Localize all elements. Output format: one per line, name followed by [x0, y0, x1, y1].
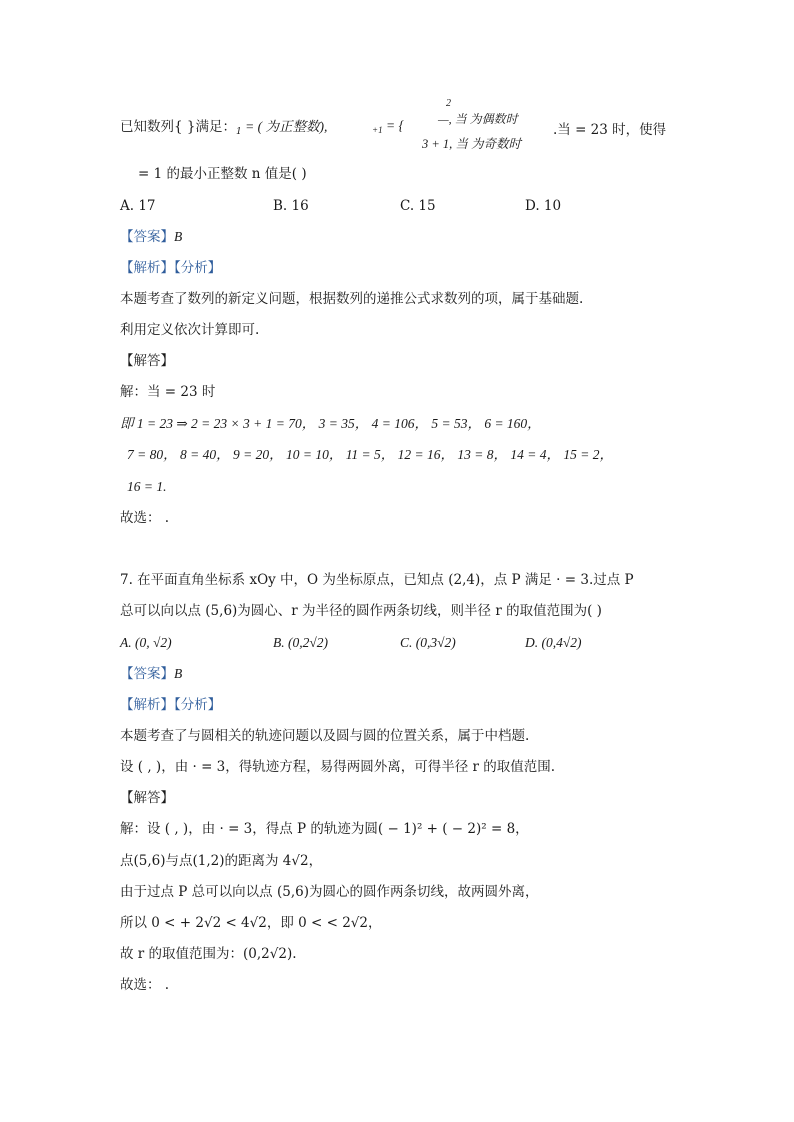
q6-analysis-line1: 本题考查了数列的新定义问题，根据数列的递推公式求数列的项，属于基础题.	[120, 291, 584, 307]
q6-piecewise-top	[438, 98, 518, 126]
q7-analysis-line1: 本题考查了与圆相关的轨迹问题以及圆与圆的位置关系，属于中档题.	[120, 728, 530, 744]
q7-analysis-tag: 【解析】【分析】	[120, 697, 222, 713]
q6-analysis-tag: 【解析】【分析】	[120, 260, 222, 276]
q7-solution-line1: 解：设 ( , )，由 · = 3，得点 P 的轨迹为圆( − 1)² + ( − 2)² = 8，	[120, 821, 529, 837]
q6-solution-tag: 【解答】	[120, 353, 174, 369]
q7-option-a: A. (0, √2)	[120, 635, 172, 650]
q6-piecewise-top-text: —, 当 为偶数时	[438, 112, 518, 126]
q6-option-b: B. 16	[273, 198, 309, 214]
q6-option-c: C. 15	[400, 198, 436, 214]
q6-option-a: A. 17	[120, 198, 156, 214]
q6-stem-eq: = ( 为正整数),	[241, 119, 328, 134]
q6-solution-line3: 7 = 80， 8 = 40， 9 = 20， 10 = 10， 11 = 5， 12 = 16， 13 = 8， 14 = 4， 15 = 2，	[127, 447, 613, 462]
q6-answer-tag: 【答案】	[120, 229, 174, 245]
q6-solution-line1: 解：当 = 23 时	[120, 384, 216, 400]
q6-analysis-line2: 利用定义依次计算即可.	[120, 322, 260, 338]
q6-answer-line	[120, 228, 182, 246]
q6-recurrence-lhs	[372, 118, 404, 135]
q7-solution-line2: 点(5,6)与点(1,2)的距离为 4√2，	[120, 853, 323, 869]
q7-option-d: D. (0,4√2)	[525, 635, 582, 650]
q7-option-b: B. (0,2√2)	[273, 635, 329, 650]
q7-solution-tag: 【解答】	[120, 790, 174, 806]
q6-stem-line1	[120, 118, 327, 141]
q7-answer-tag: 【答案】	[120, 666, 174, 682]
q6-option-d: D. 10	[525, 198, 562, 214]
q6-recurrence-eq: = {	[382, 118, 404, 133]
q7-option-c: C. (0,3√2)	[400, 635, 456, 650]
q6-solution-line4: 16 = 1.	[127, 479, 167, 494]
q6-recurrence-sub: +1	[372, 125, 383, 135]
q6-stem-suffix: .当 = 23 时，使得	[553, 122, 667, 138]
q6-stem-line2: = 1 的最小正整数 n 值是( )	[138, 166, 307, 182]
q7-solution-line6: 故选： .	[120, 977, 170, 993]
q7-stem-line1: 7. 在平面直角坐标系 xOy 中，O 为坐标原点，已知点 (2,4)，点 P 满足 · = 3.过点 P	[120, 572, 634, 588]
q7-solution-line5: 故 r 的取值范围为：(0,2√2).	[120, 946, 297, 962]
q7-solution-line4: 所以 0 < + 2√2 < 4√2，即 0 < < 2√2，	[120, 915, 382, 931]
q7-stem-line2: 总可以向以点 (5,6)为圆心、r 为半径的圆作两条切线，则半径 r 的取值范围为( )	[120, 603, 602, 619]
q6-solution-line2: 即 1 = 23 ⇒ 2 = 23 × 3 + 1 = 70， 3 = 35， 4 = 106， 5 = 53， 6 = 160，	[120, 416, 541, 431]
q6-solution-line5: 故选： .	[120, 510, 170, 526]
q7-answer-line	[120, 665, 182, 683]
q6-piecewise-top-num: 2	[446, 98, 451, 109]
q6-answer: B	[174, 229, 183, 244]
q6-stem-prefix: 已知数列{ }满足：	[120, 119, 236, 135]
q7-solution-line3: 由于过点 P 总可以向以点 (5,6)为圆心的圆作两条切线，故两圆外离，	[120, 884, 539, 900]
q7-analysis-line2: 设 ( , )，由 · = 3，得轨迹方程，易得两圆外离，可得半径 r 的取值范围.	[120, 759, 556, 775]
q7-answer: B	[174, 666, 183, 681]
q6-stem-a1-sub: 1	[235, 127, 242, 137]
q6-piecewise-bottom: 3 + 1, 当 为奇数时	[422, 137, 522, 151]
